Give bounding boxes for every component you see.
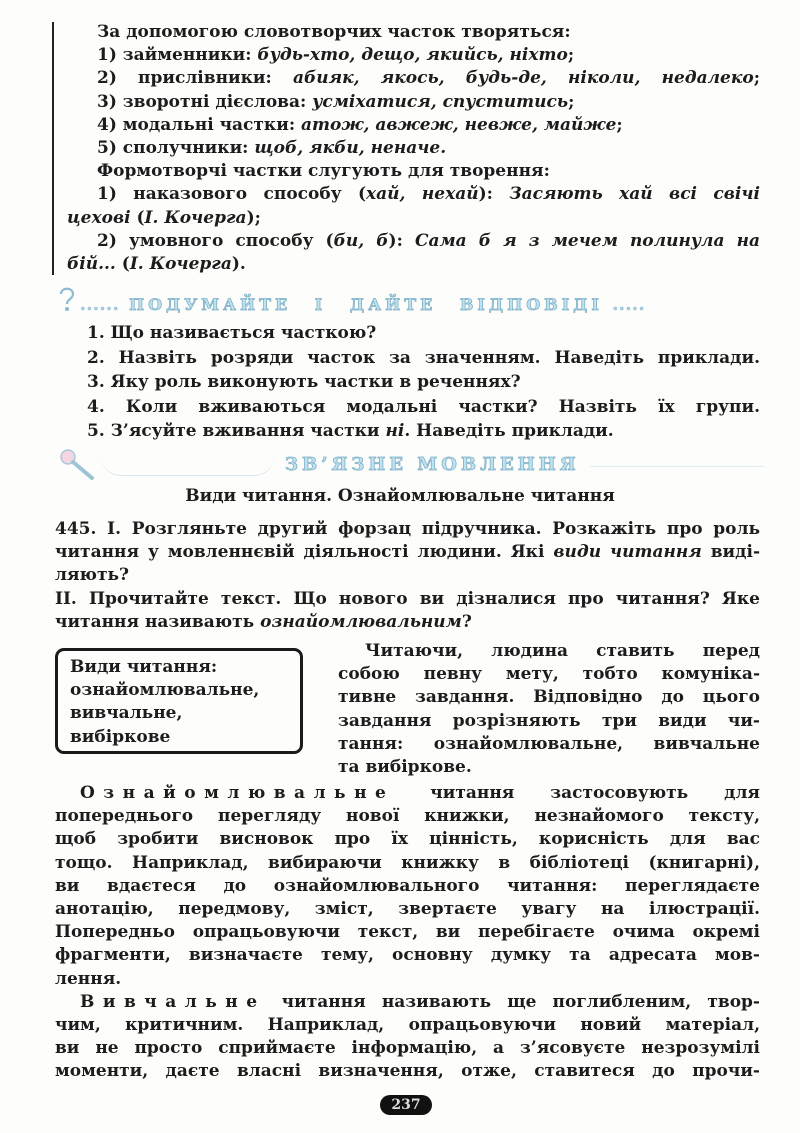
- text-segment: 2) прислівники:: [97, 68, 293, 89]
- emphasis-text: І. Кочерга: [129, 253, 232, 274]
- text-segment: . Наведіть приклади.: [404, 421, 614, 441]
- text-line: [87, 321, 760, 346]
- text-line: [55, 611, 760, 634]
- text-line: [70, 679, 300, 702]
- emphasis-text: види читання: [553, 542, 702, 563]
- question-mark-icon: [58, 286, 76, 312]
- dots-after: .....: [612, 295, 646, 314]
- text-line: [55, 805, 760, 828]
- text-segment: ;: [753, 68, 760, 89]
- emphasis-text: Сама б я з мечем полинула на: [414, 230, 760, 251]
- text-line: [55, 968, 760, 991]
- text-segment: виді-: [701, 542, 760, 563]
- page-number: 237: [380, 1095, 432, 1115]
- intro-paragraph: [338, 640, 760, 779]
- text-line: [67, 91, 760, 114]
- text-segment: ):: [388, 230, 415, 251]
- connected-speech-heading: ЗВ’ЯЗНЕ МОВЛЕННЯ: [285, 454, 580, 475]
- text-line: [55, 898, 760, 921]
- think-and-answer-heading: [80, 294, 645, 316]
- text-segment: );: [246, 207, 261, 228]
- text-segment: Попередньо опрацьовуючи текст, ви перебігаєте очима окремі: [55, 922, 760, 943]
- text-segment: ознайомлювальне,: [70, 680, 260, 701]
- emphasis-text: ознайомлювальним: [260, 611, 462, 632]
- review-questions: [87, 321, 760, 444]
- text-line: [338, 756, 760, 779]
- text-line: [55, 518, 760, 541]
- text-segment: ;: [567, 45, 575, 66]
- text-segment: (: [130, 207, 145, 228]
- text-segment: Читаючи, людина ставить перед: [365, 641, 760, 661]
- text-segment: 2) умовного способу (: [97, 230, 334, 251]
- text-segment: ):: [478, 184, 510, 205]
- text-segment: 3) зворотні дієслова:: [97, 91, 313, 112]
- text-line: [67, 160, 760, 183]
- text-segment: 2. Назвіть розряди часток за значенням. Наведіть приклади.: [87, 347, 760, 368]
- text-segment: тощо. Наприклад, вибираючи книжку в бібліотеці (книгарні),: [55, 852, 760, 873]
- text-line: [67, 253, 760, 276]
- text-line: [55, 991, 760, 1014]
- text-segment: 1) займенники:: [97, 45, 258, 66]
- emphasis-text: ні: [385, 421, 405, 441]
- text-segment: ;: [568, 91, 575, 112]
- text-line: [55, 541, 760, 564]
- text-segment: фрагменти, визначаєте тему, основну думку та адресата мов-: [55, 945, 760, 966]
- text-segment: щоб зробити висновок про їх цінність, корисність для вас: [55, 829, 760, 850]
- text-segment: завдання розрізняють три види чи-: [338, 710, 760, 731]
- body-text: [55, 782, 760, 1083]
- text-line: [70, 656, 300, 679]
- emphasis-text: атож, авжеж, невже, майже: [301, 114, 617, 135]
- text-line: [70, 726, 300, 749]
- particle-formation-rules: [67, 21, 760, 276]
- text-line: [67, 230, 760, 253]
- emphasis-text: би, б: [333, 230, 389, 251]
- text-line: [87, 419, 760, 444]
- text-line: [67, 21, 760, 44]
- text-line: [338, 710, 760, 733]
- text-line: [55, 1014, 760, 1037]
- emphasis-text: Засяють хай всі свічі: [509, 184, 760, 205]
- text-segment: 5) сполучники:: [97, 137, 255, 158]
- emphasis-text: цехові: [67, 207, 131, 228]
- text-line: [338, 640, 760, 663]
- text-segment: 1) наказового способу (: [97, 184, 367, 205]
- text-line: [67, 207, 760, 230]
- emphasis-text: усміхатися, спуститись: [312, 91, 569, 112]
- text-segment: ви вдаєтеся до ознайомлювального читання: переглядаєте: [55, 875, 760, 896]
- text-line: [87, 370, 760, 395]
- text-line: [55, 828, 760, 851]
- text-segment: анотацію, передмову, зміст, звертаєте увагу на ілюстрації.: [55, 898, 760, 919]
- text-segment: вибіркове: [70, 726, 171, 747]
- text-segment: лення.: [55, 968, 122, 989]
- text-line: [67, 183, 760, 206]
- text-line: [55, 564, 760, 587]
- text-segment: ?: [461, 611, 472, 632]
- text-segment: вивчальне,: [70, 703, 183, 724]
- microphone-icon: [58, 448, 98, 482]
- text-line: [55, 944, 760, 967]
- text-segment: чим, критичним. Наприклад, опрацьовуючи новий матеріал,: [55, 1014, 760, 1035]
- decorative-cord: [100, 455, 275, 476]
- text-segment: читання називають: [55, 611, 261, 632]
- text-segment: Вивчальне: [80, 991, 266, 1012]
- text-segment: Види читання:: [70, 657, 218, 677]
- heading-text: ПОДУМАЙТЕ І ДАЙТЕ ВІДПОВІДІ: [129, 295, 603, 314]
- text-line: [87, 395, 760, 420]
- text-segment: ляють?: [55, 565, 130, 586]
- text-line: [55, 875, 760, 898]
- text-segment: І. Розгляньте другий форзац підручника. Розкажіть про роль: [96, 519, 760, 539]
- text-segment: 3. Яку роль виконують частки в реченнях?: [87, 372, 521, 392]
- emphasis-text: І. Кочерга: [144, 207, 247, 228]
- text-line: [55, 921, 760, 944]
- text-segment: читання називають ще поглибленим, твор-: [265, 991, 760, 1012]
- text-line: [55, 852, 760, 875]
- emphasis-text: абияк, якось, будь-де, ніколи, недалеко: [292, 68, 754, 89]
- text-line: [70, 702, 300, 725]
- text-segment: ІІ. Прочитайте текст. Що нового ви дізналися про читання? Яке: [55, 588, 760, 609]
- text-line: [338, 733, 760, 756]
- text-segment: 4. Коли вживаються модальні частки? Назвіть їх групи.: [87, 396, 760, 417]
- emphasis-text: бій...: [67, 253, 116, 274]
- decorative-line-right: [590, 466, 765, 467]
- text-segment: За допомогою словотворчих часток творяться:: [97, 22, 571, 42]
- text-segment: ).: [231, 253, 246, 274]
- emphasis-text: будь-хто, дещо, якийсь, ніхто: [257, 45, 568, 66]
- text-segment: моменти, даєте власні визначення, отже, ставитеся до прочи-: [55, 1061, 760, 1082]
- text-segment: ;: [616, 114, 623, 135]
- text-segment: Ознайомлювальне: [80, 783, 395, 803]
- text-segment: собою певну мету, тобто комуніка-: [338, 664, 760, 685]
- rule-bar: [52, 22, 54, 275]
- text-line: [55, 588, 760, 611]
- text-line: [67, 44, 760, 67]
- text-line: [87, 346, 760, 371]
- text-line: [67, 67, 760, 90]
- text-line: [67, 137, 760, 160]
- emphasis-text: хай, нехай: [366, 184, 479, 205]
- dots-before: ......: [80, 295, 120, 314]
- emphasis-text: щоб, якби, неначе.: [254, 137, 447, 158]
- text-line: [55, 782, 760, 805]
- reading-types-list: [70, 656, 300, 749]
- lesson-title: Види читання. Ознайомлювальне читання: [185, 486, 615, 506]
- text-segment: Формотворчі частки слугують для творення:: [97, 161, 550, 182]
- text-segment: тивне завдання. Відповідно до цього: [338, 687, 760, 708]
- text-segment: тання: ознайомлювальне, вивчальне: [338, 733, 760, 754]
- text-line: [338, 686, 760, 709]
- exercise-445: [55, 518, 760, 634]
- text-segment: 1. Що називається часткою?: [87, 323, 377, 343]
- text-segment: читання застосовують для: [394, 783, 760, 803]
- text-segment: (: [115, 253, 130, 274]
- text-segment: 5. З’ясуйте вживання частки: [87, 421, 386, 441]
- text-segment: читання у мовленнєвій діяльності людини. Які: [55, 542, 554, 563]
- text-line: [338, 663, 760, 686]
- text-segment: 445.: [55, 519, 97, 539]
- text-segment: та вибіркове.: [338, 756, 472, 777]
- text-line: [55, 1037, 760, 1060]
- text-line: [55, 1060, 760, 1083]
- text-line: [67, 114, 760, 137]
- text-segment: 4) модальні частки:: [97, 114, 302, 135]
- text-segment: попереднього перегляду нової книжки, незнайомого тексту,: [55, 806, 760, 827]
- text-segment: ви не просто сприймаєте інформацію, а з’ясовуєте незрозумілі: [55, 1038, 760, 1059]
